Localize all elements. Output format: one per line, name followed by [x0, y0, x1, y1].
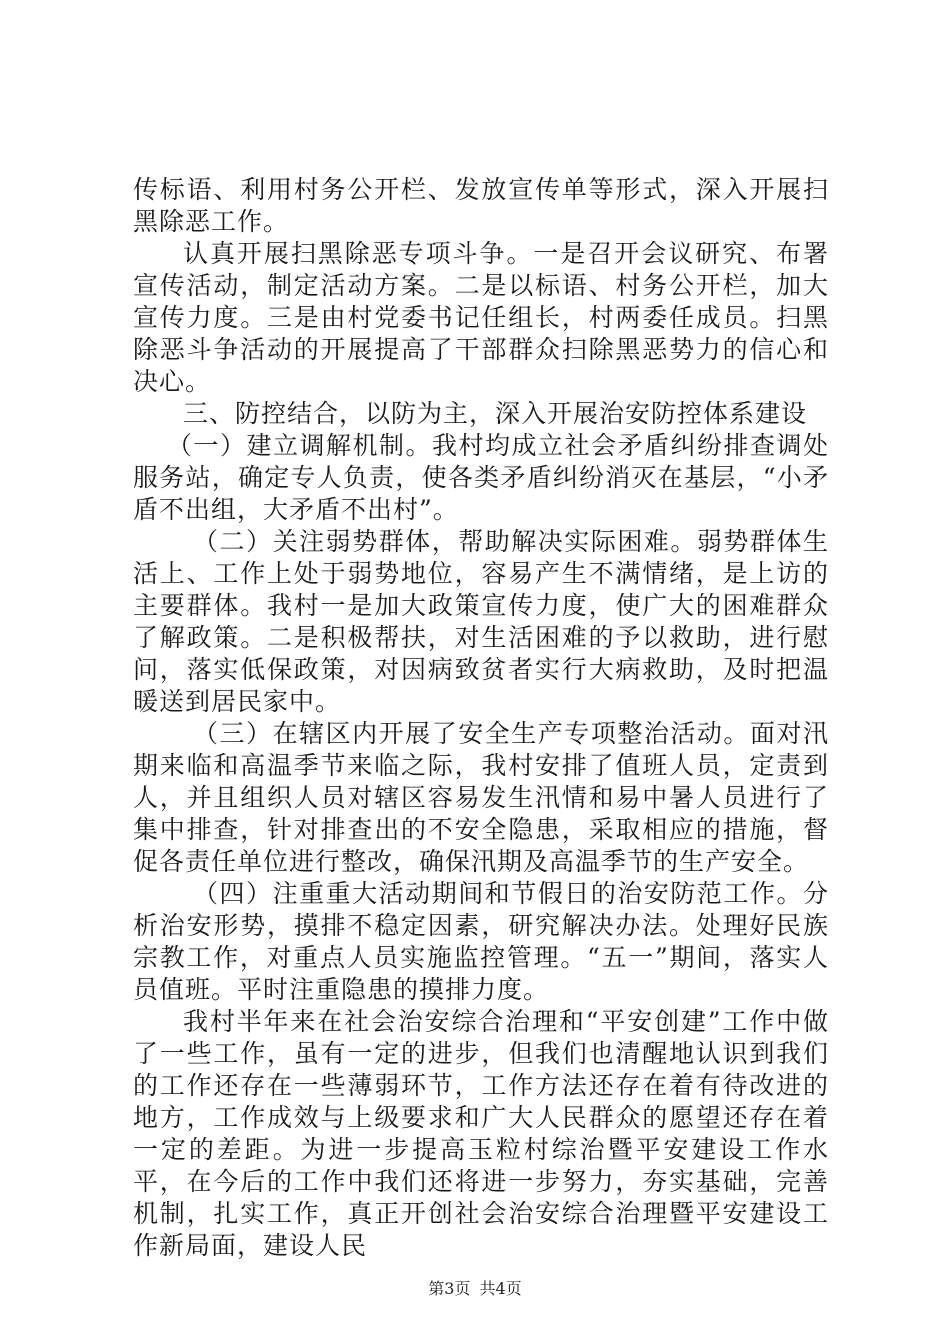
paragraph-item-3: （三）在辖区内开展了安全生产专项整治活动。面对汛期来临和高温季节来临之际，我村安排了值班人员，定责到人，并且组织人员对辖区容易发生汛情和易中暑人员进行了集中排查，针对排查出的不安全隐患，采取相应的措施，督促各责任单位进行整改，确保汛期及高温季节的生产安全。	[133, 719, 829, 876]
paragraph-summary: 我村半年来在社会治安综合治理和“平安创建”工作中做了一些工作，虽有一定的进步，但我们也清醒地认识到我们的工作还存在一些薄弱环节，工作方法还存在着有待改进的地方，工作成效与上级要求和广大人民群众的愿望还存在着一定的差距。为进一步提高玉粒村综治暨平安建设工作水平，在今后的工作中我们还将进一步努力，夯实基础，完善机制，扎实工作，真正开创社会治安综合治理暨平安建设工作新局面，建设人民	[133, 1007, 829, 1260]
section-heading: 三、防控结合，以防为主，深入开展治安防控体系建设	[183, 399, 808, 428]
paragraph-2: 认真开展扫黑除恶专项斗争。一是召开会议研究、布署宣传活动，制定活动方案。二是以标语、村务公开栏，加大宣传力度。三是由村党委书记任组长，村两委任成员。扫黑除恶斗争活动的开展提高了干部群众扫除黑恶势力的信心和决心。	[133, 239, 829, 396]
page-footer	[0, 1276, 950, 1299]
paragraph-item-2: （二）关注弱势群体，帮助解决实际困难。弱势群体生活上、工作上处于弱势地位，容易产生不满情绪，是上访的主要群体。我村一是加大政策宣传力度，使广大的困难群众了解政策。二是积极帮扶，对生活困难的予以救助，进行慰问，落实低保政策，对因病致贫者实行大病救助，及时把温暖送到居民家中。	[133, 527, 829, 716]
document-body	[133, 174, 829, 1262]
paragraph-item-4: （四）注重重大活动期间和节假日的治安防范工作。分析治安形势，摸排不稳定因素，研究解决办法。处理好民族宗教工作，对重点人员实施监控管理。“五一”期间，落实人员值班。平时注重隐患的摸排力度。	[133, 879, 829, 1004]
page-total: 共4页	[479, 1279, 522, 1298]
paragraph-item-1: （一）建立调解机制。我村均成立社会矛盾纠纷排查调处服务站，确定专人负责，使各类矛盾纠纷消灭在基层，“小矛盾不出组，大矛盾不出村”。	[133, 431, 829, 524]
paragraph-1: 传标语、利用村务公开栏、发放宣传单等形式，深入开展扫黑除恶工作。	[133, 175, 829, 236]
page-number: 第3页	[428, 1279, 471, 1298]
